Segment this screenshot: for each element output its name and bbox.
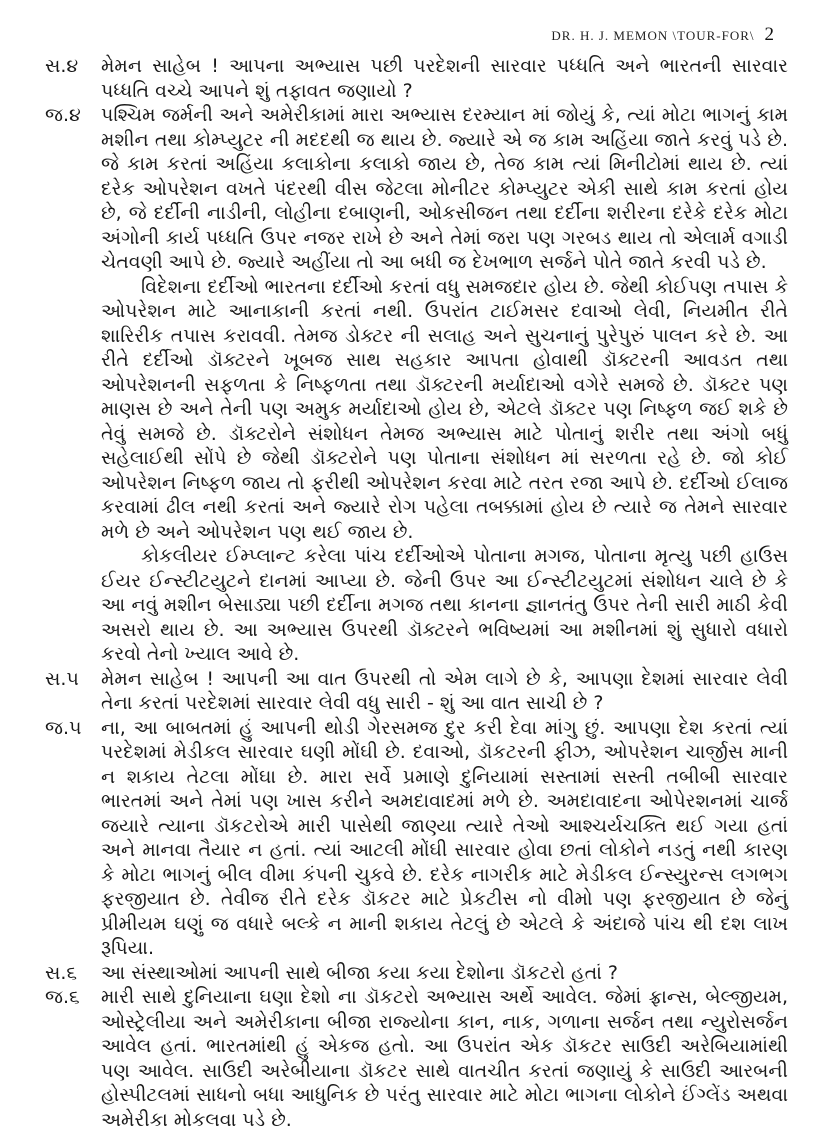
qa-item-q6 xyxy=(45,961,788,986)
qa-paragraph: પશ્ચિમ જર્મની અને અમેરીકામાં મારા અભ્યાસ દરમ્યાન માં જોયું કે, ત્યાં મોટા ભાગનું કામ મશીન તથા કોમ્પ્યુટર ની મદદથી જ થાય છે. જ્યારે એ જ કામ અહિંયા જાતે કરવું પડે છે. જે કામ કરતાં અહિંયા કલાકોના કલાકો જાય છે, તેજ કામ ત્યાં મિનીટોમાં થાય છે. ત્યાં દરેક ઓપરેશન વખતે પંદરથી વીસ જેટલા મોનીટર કોમ્પ્યુટર એકી સાથે કામ કરતાં હોય છે, જે દર્દીની નાડીની, લોહીના દબાણની, ઓકસીજન તથા દર્દીના શરીરના દરેકે દરેક મોટા અંગોની કાર્ય પધ્ધતિ ઉપર નજર રાખે છે અને તેમાં જરા પણ ગરબડ થાય તો એલાર્મ વગાડી ચેતવણી આપે છે. જ્યારે અહીંયા તો આ બધી જ દેખભાળ સર્જને પોતે જાતે કરવી પડે છે. xyxy=(101,104,788,273)
page-number: 2 xyxy=(764,24,774,45)
qa-item-a4 xyxy=(45,103,788,667)
qa-content xyxy=(101,961,788,986)
qa-paragraph: કોકલીયર ઈમ્પ્લાન્ટ કરેલા પાંચ દર્દીઓએ પોતાના મગજ, પોતાના મૃત્યુ પછી હાઉસ ઈયર ઈન્સ્ટીટયુટને દાનમાં આપ્યા છે. જેની ઉપર આ ઈન્સ્ટીટયુટમાં સંશોધન ચાલે છે કે આ નવું મશીન બેસાડ્યા પછી દર્દીના મગજ તથા કાનના જ્ઞાનતંતુ ઉપર તેની સારી માઠી કેવી અસરો થાય છે. આ અભ્યાસ ઉપરથી ડૉક્ટરને ભવિષ્યમાં આ મશીનમાં શું સુધારો વધારો કરવો તેનો ખ્યાલ આવે છે. xyxy=(101,545,788,665)
qa-label: જ.૬ xyxy=(45,986,80,1008)
qa-paragraph: મેમન સાહેબ ! આપના અભ્યાસ પછી પરદેશની સારવાર પધ્ધતિ અને ભારતની સારવાર પધ્ધતિ વચ્ચે આપને શું તફાવત જણાયો ? xyxy=(101,55,788,102)
header-title: DR. H. J. MEMON \TOUR-FOR\ xyxy=(551,28,755,43)
qa-paragraph: ના, આ બાબતમાં હું આપની થોડી ગેરસમજ દુર કરી દેવા માંગુ છું. આપણા દેશ કરતાં ત્યાં પરદેશમાં મેડીકલ સારવાર ઘણી મોંઘી છે. દવાઓ, ડૉકટરની ફીઝ, ઓપરેશન ચાર્જીસ માની ન શકાય તેટલા મોંઘા છે. મારા સર્વે પ્રમાણે દુનિયામાં સસ્તામાં સસ્તી તબીબી સારવાર ભારતમાં અને તેમાં પણ ખાસ કરીને અમદાવાદમાં મળે છે. અમદાવાદના ઓપેરશનમાં ચાર્જ જયારે ત્યાના ડૉકટરોએ મારી પાસેથી જાણ્યા ત્યારે તેઓ આશ્ચર્યચક્તિ થઈ ગયા હતાં અને માનવા તૈયાર ન હતાં. ત્યાં આટલી મોંઘી સારવાર હોવા છતાં લોકોને નડતું નથી કારણ કે મોટા ભાગનું બીલ વીમા કંપની ચુકવે છે. દરેક નાગરીક માટે મેડીકલ ઈન્સ્યુરન્સ લગભગ ફરજીયાત છે. તેવીજ રીતે દરેક ડૉકટર માટે પ્રેકટીસ નો વીમો પણ ફરજીયાત છે જેનું પ્રીમીયમ ઘણું જ વધારે બલ્કે ન માની શકાય તેટલું છે એટલે કે અંદાજે પાંચ થી દશ લાખ રૂપિયા. xyxy=(101,716,788,959)
qa-item-q4 xyxy=(45,54,788,103)
qa-label: જ.૫ xyxy=(45,716,82,739)
qa-item-a6 xyxy=(45,985,788,1132)
qa-paragraph: મારી સાથે દુનિયાના ઘણા દેશો ના ડૉકટરો અભ્યાસ અર્થે આવેલ. જેમાં ફ્રાન્સ, બેલ્જીયમ, ઓસ્ટ્રેલીયા અને અમેરીકાના બીજા રાજ્યોના કાન, નાક, ગળાના સર્જન તથા ન્યુરોસર્જન આવેલ હતાં. ભારતમાંથી હું એકજ હતો. આ ઉપરાંત એક ડૉકટર સાઉદી અરેબિયામાંથી પણ આવેલ. સાઉદી અરેબીયાના ડૉકટર સાથે વાતચીત કરતાં જણાયું કે સાઉદી આરબની હોસ્પીટલમાં સાધનો બધા આધુનિક છે પરંતુ સારવાર માટે મોટા ભાગના લોકોને ઈંગ્લેંડ અથવા અમેરીકા મોકલવા પડે છે. xyxy=(101,986,788,1131)
qa-label: જ.૪ xyxy=(45,104,81,126)
qa-item-q5 xyxy=(45,667,788,716)
qa-list xyxy=(45,54,788,1132)
qa-label: સ.૬ xyxy=(45,961,78,984)
qa-paragraph: આ સંસ્થાઓમાં આપની સાથે બીજા કયા કયા દેશોના ડૉકટરો હતાં ? xyxy=(101,961,619,984)
qa-content xyxy=(101,103,788,667)
qa-label: સ.૪ xyxy=(45,55,79,77)
qa-content xyxy=(101,985,788,1132)
qa-label: સ.૫ xyxy=(45,667,79,690)
qa-content xyxy=(101,54,788,103)
running-header xyxy=(45,24,788,46)
qa-paragraph: મેમન સાહેબ ! આપની આ વાત ઉપરથી તો એમ લાગે છે કે, આપણા દેશમાં સારવાર લેવી તેના કરતાં પરદેશમાં સારવાર લેવી વધુ સારી - શું આ વાત સાચી છે ? xyxy=(101,667,788,714)
qa-content xyxy=(101,716,788,961)
qa-item-a5 xyxy=(45,716,788,961)
qa-paragraph: વિદેશના દર્દીઓ ભારતના દર્દીઓ કરતાં વધુ સમજદાર હોય છે. જેથી કોઈપણ તપાસ કે ઓપરેશન માટે આનાકાની કરતાં નથી. ઉપરાંત ટાઈમસર દવાઓ લેવી, નિયમીત રીતે શારિરીક તપાસ કરાવવી. તેમજ ડોક્ટર ની સલાહ અને સુચનાનું પુરેપુરું પાલન કરે છે. આ રીતે દર્દીઓ ડૉક્ટરને ખૂબજ સાથ સહકાર આપતા હોવાથી ડૉક્ટરની આવડત તથા ઓપરેશનની સફળતા કે નિષ્ફળતા તથા ડૉક્ટરની મર્યાદાઓ વગેરે સમજે છે. ડૉક્ટર પણ માણસ છે અને તેની પણ અમુક મર્યાદાઓ હોય છે, એટલે ડૉક્ટર પણ નિષ્ફળ જઈ શકે છે તેવું સમજે છે. ડૉક્ટરોને સંશોધન તેમજ અભ્યાસ માટે પોતાનું શરીર તથા અંગો બધું સહેલાઈથી સોંપે છે જેથી ડૉક્ટરોને પણ પોતાના સંશોધન માં સરળતા રહે છે. જો કોઈ ઓપરેશન નિષ્ફળ જાય તો ફરીથી ઓપરેશન કરવા માટે તરત રજા આપે છે. દર્દીઓ ઈલાજ કરવામાં ઢીલ નથી કરતાં અને જ્યારે રોગ પહેલા તબક્કામાં હોય છે ત્યારે જ તેમને સારવાર મળે છે અને ઓપરેશન પણ થઈ જાય છે. xyxy=(101,275,788,543)
qa-content xyxy=(101,667,788,716)
